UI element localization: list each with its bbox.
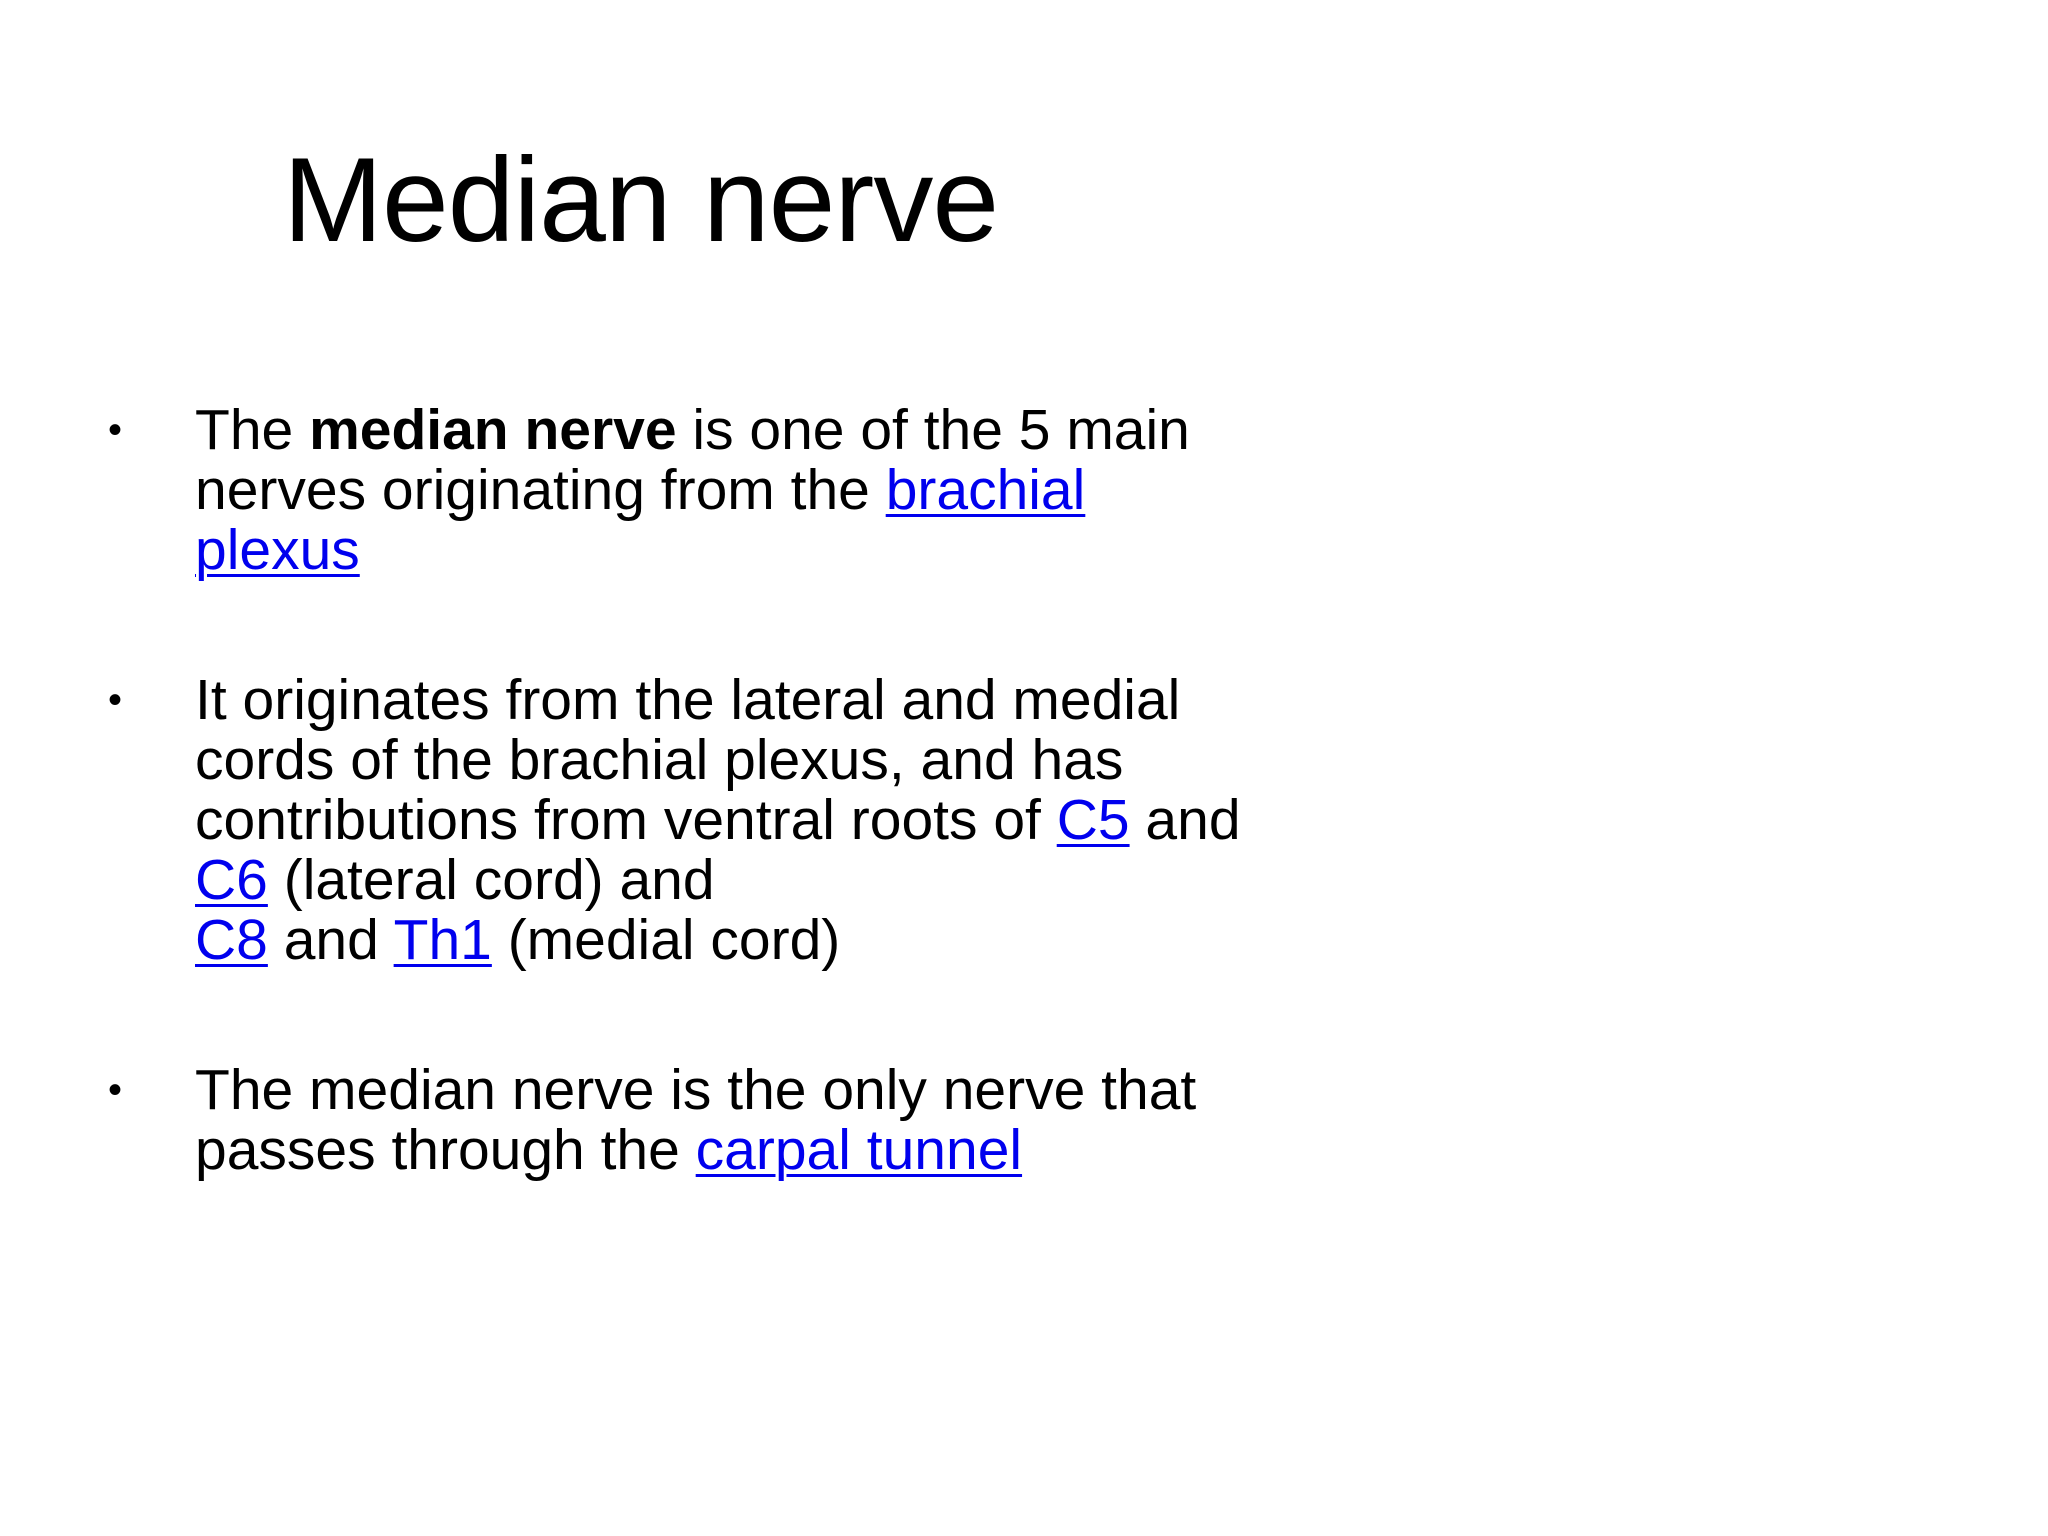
bullet-text: [195, 400, 1248, 580]
c6-link[interactable]: C6: [195, 848, 268, 912]
bullet-item-3: [108, 1060, 1248, 1180]
c5-link[interactable]: C5: [1056, 788, 1130, 852]
bullet-list: [108, 400, 1248, 1180]
th1-link[interactable]: Th1: [393, 908, 492, 972]
text-segment: It originates from the lateral and medial cords of the brachial plexus, and has contributions from ventral roots of: [195, 668, 1181, 852]
bullet-marker: •: [108, 408, 123, 452]
text-segment: is one of the 5 main nerves originating from the: [195, 398, 1190, 522]
brachial-plexus-link[interactable]: brachial plexus: [195, 458, 1086, 582]
bullet-item-1: [108, 400, 1248, 580]
bullet-marker: •: [108, 1068, 123, 1112]
bold-term: median nerve: [309, 398, 677, 462]
bullet-marker: •: [108, 678, 123, 722]
text-segment: and: [267, 908, 394, 972]
carpal-tunnel-link[interactable]: carpal tunnel: [695, 1118, 1023, 1182]
bullet-text: [195, 1060, 1248, 1180]
text-segment: and: [1129, 788, 1241, 852]
c8-link[interactable]: C8: [195, 908, 268, 972]
text-segment: The median nerve is the only nerve that passes through the: [195, 1058, 1197, 1182]
bullet-item-2: [108, 670, 1248, 970]
slide-title: Median nerve: [283, 133, 999, 267]
text-segment: The: [195, 398, 310, 462]
text-segment: (lateral cord) and: [267, 848, 715, 912]
bullet-text: [195, 670, 1248, 970]
text-segment: (medial cord): [491, 908, 841, 972]
